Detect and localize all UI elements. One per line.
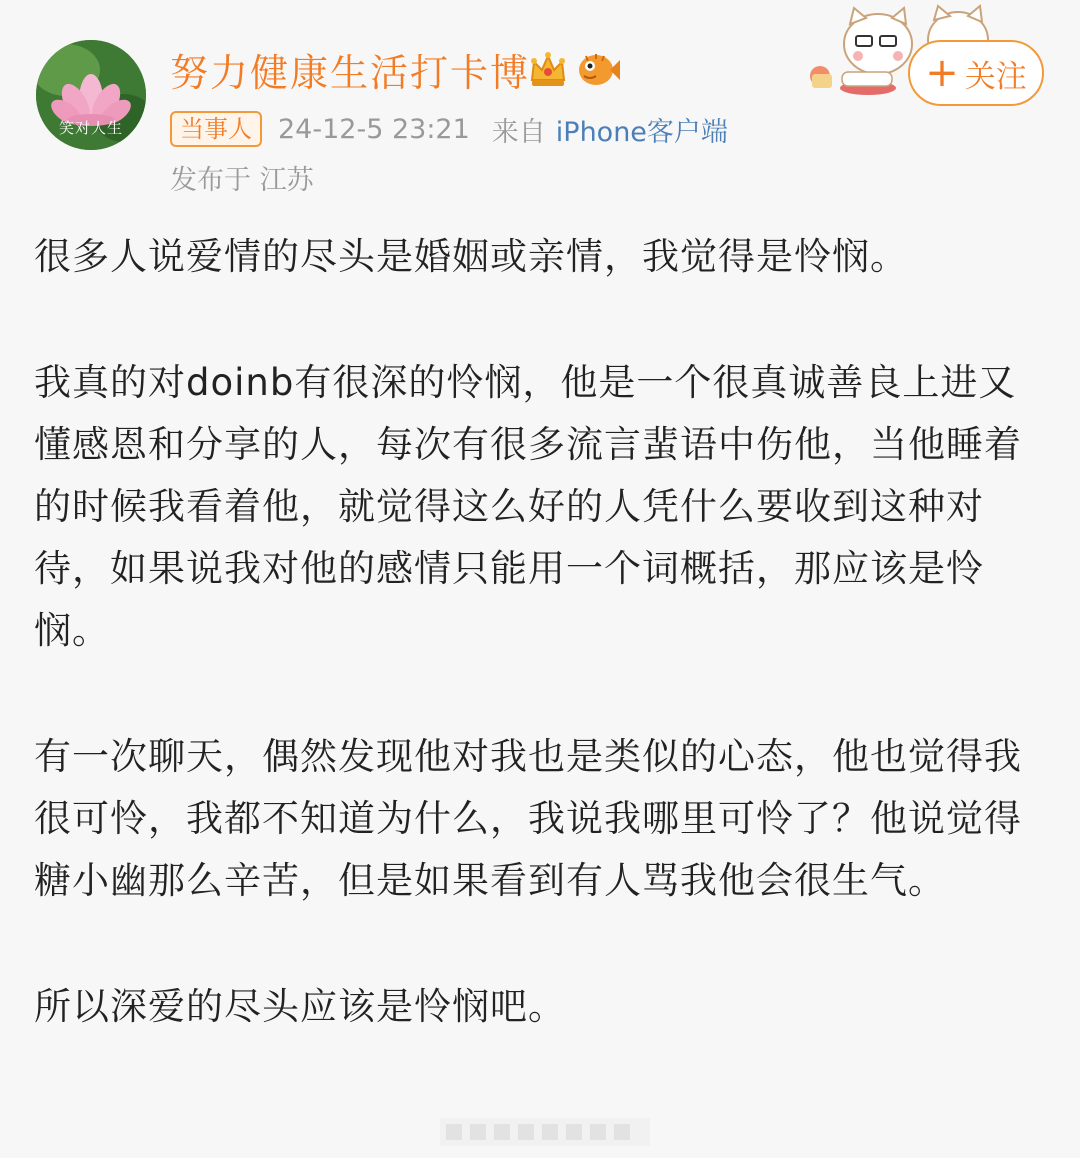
status-badge: 当事人 (170, 111, 262, 147)
post-paragraph: 有一次聊天，偶然发现他对我也是类似的心态，他也觉得我很可怜，我都不知道为什么，我说我哪里可怜了？他说觉得糖小幽那么辛苦，但是如果看到有人骂我他会很生气。 (34, 735, 1022, 902)
avatar[interactable] (36, 40, 146, 150)
follow-label: 关注 (964, 58, 1027, 95)
plus-icon: + (925, 50, 959, 96)
client-link[interactable]: iPhone客户端 (555, 116, 728, 148)
post-paragraph: 很多人说爱情的尽头是婚姻或亲情，我觉得是怜悯。 (34, 235, 908, 278)
post-meta (170, 110, 728, 148)
redaction-bar (440, 1118, 650, 1146)
post-content (34, 226, 1044, 1102)
post-header (0, 0, 1080, 210)
post-paragraph: 我真的对doinb有很深的怜悯，他是一个很真诚善良上进又懂感恩和分享的人，每次有很多流言蜚语中伤他，当他睡着的时候我看着他，就觉得这么好的人凭什么要收到这种对待，如果说我对他的感情只能用一个词概括，那应该是怜悯。 (34, 361, 1022, 652)
avatar-text: 笑对人生 (58, 119, 123, 137)
post-location: 发布于 江苏 (170, 165, 314, 196)
pufferfish-icon (576, 52, 620, 88)
post-time: 24-12-5 23:21 (278, 113, 470, 145)
crown-icon (528, 50, 568, 90)
source-label: 来自 (491, 116, 546, 148)
post-paragraph: 所以深爱的尽头应该是怜悯吧。 (34, 985, 566, 1028)
follow-button[interactable] (908, 40, 1044, 106)
username[interactable]: 努力健康生活打卡博 (170, 51, 531, 95)
